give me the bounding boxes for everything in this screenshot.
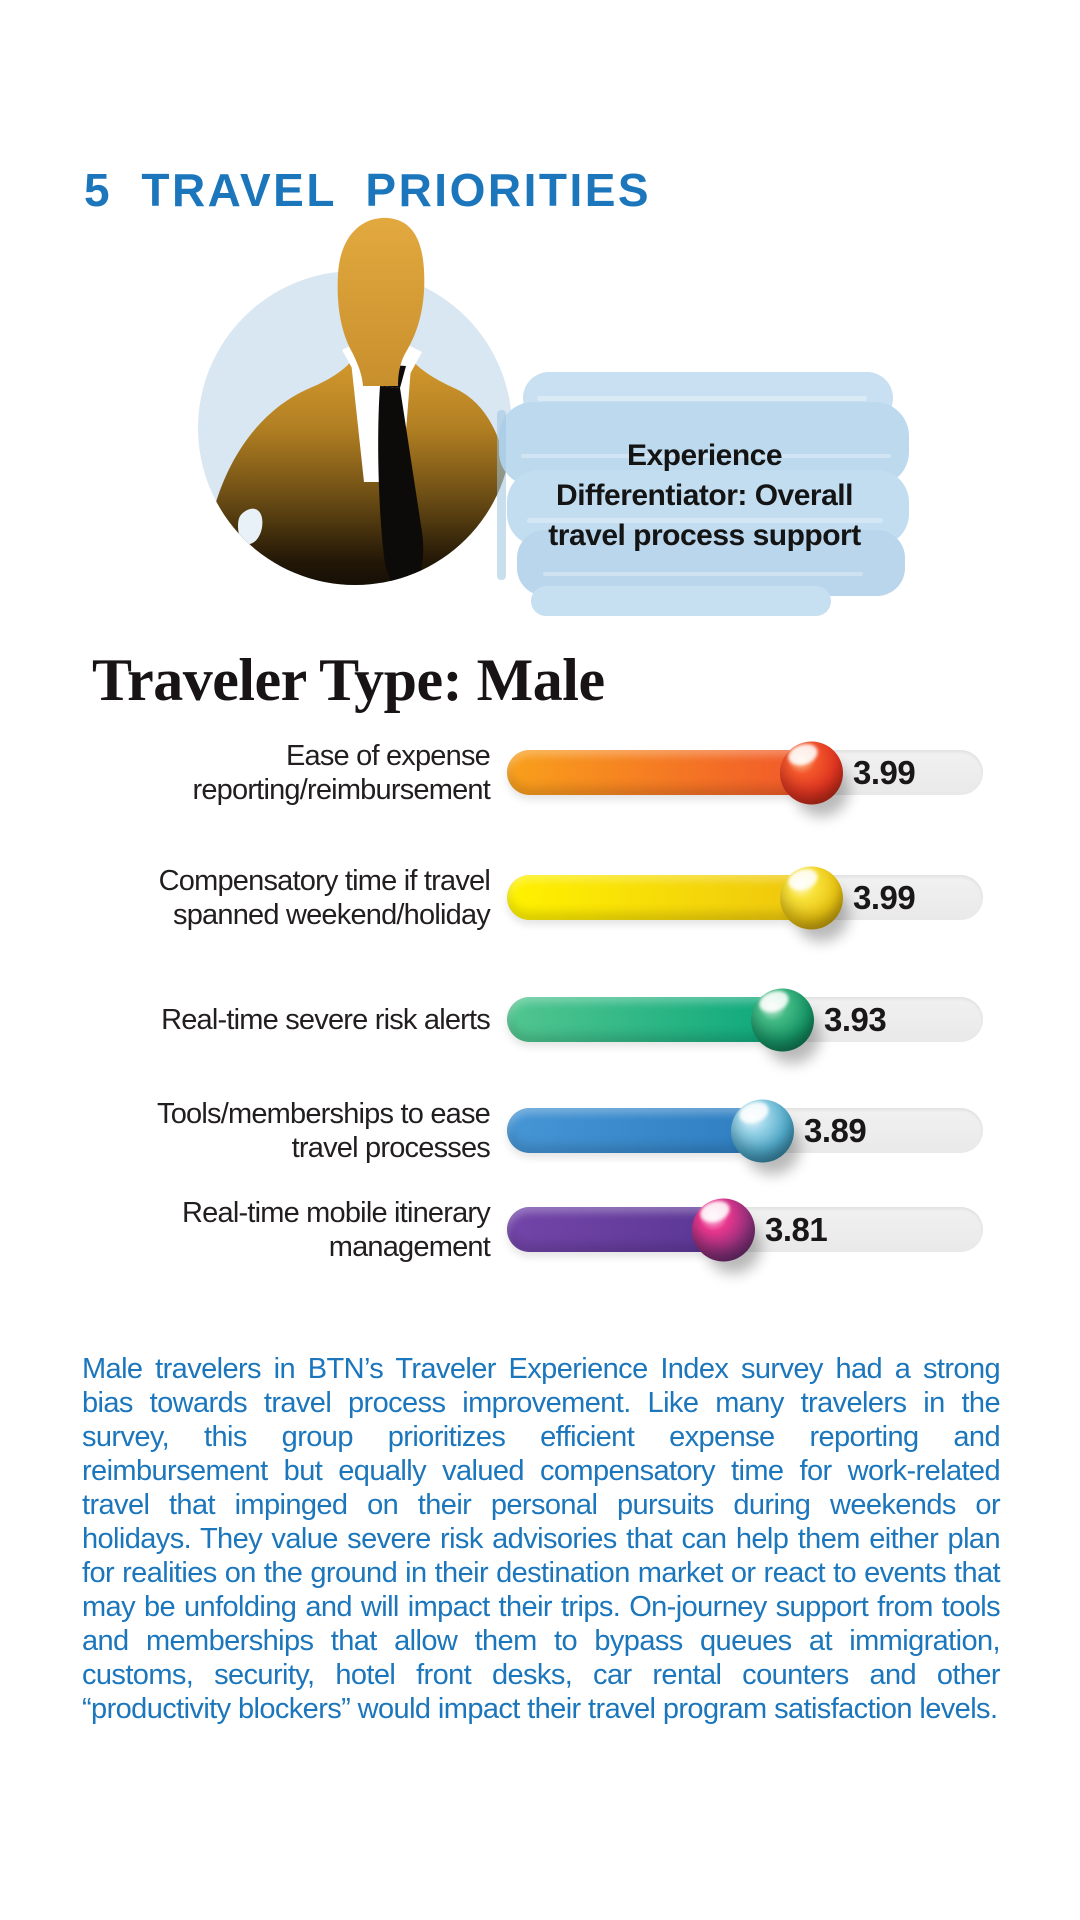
bar-ball <box>780 866 843 929</box>
bar-row <box>192 739 983 806</box>
bar-ball <box>751 988 814 1051</box>
bar-ball <box>692 1198 755 1261</box>
bar-ball <box>780 741 843 804</box>
page-title: 5 TRAVEL PRIORITIES <box>84 164 652 216</box>
callout-text: Experience Differentiator: Overall travel process support <box>548 439 861 552</box>
experience-differentiator-callout <box>497 350 912 642</box>
bar-label: Tools/memberships to ease travel processes <box>157 1097 490 1164</box>
male-traveler-illustration <box>192 212 522 612</box>
bar-fill <box>507 750 811 795</box>
bar-ball <box>731 1099 794 1162</box>
bar-row <box>157 1097 983 1164</box>
bar-fill <box>507 1108 762 1153</box>
bar-label: Ease of expense reporting/reimbursement <box>192 739 490 806</box>
bar-label: Real-time severe risk alerts <box>161 1003 490 1036</box>
body-paragraph: Male travelers in BTN’s Traveler Experience Index survey had a strong bias towards travel process improvement. Like many travelers in the survey, this group prioritizes efficient expense reporting and reimbursement but equally valued compensatory time for work-related travel that impinged on their personal pursuits during weekends or holidays. They value severe risk advisories that can help them either plan for realities on the ground in their destination market or react to events that may be unfolding and will impact their trips. On-journey support from tools and memberships that allow them to bypass queues at immigration, customs, security, hotel front desks, car rental counters and other “productivity blockers” would impact their travel program satisfaction levels. <box>82 1353 1000 1725</box>
bar-label: Real-time mobile itinerary management <box>182 1196 490 1263</box>
bar-fill <box>507 875 811 920</box>
bar-value: 3.81 <box>765 1210 828 1248</box>
bar-value: 3.89 <box>804 1111 867 1149</box>
bar-value: 3.99 <box>853 878 916 916</box>
section-heading: Traveler Type: Male <box>92 647 605 713</box>
bar-row <box>158 864 983 931</box>
bar-row <box>182 1196 983 1263</box>
bar-value: 3.93 <box>824 1000 887 1038</box>
bar-value: 3.99 <box>853 753 916 791</box>
bar-label: Compensatory time if travel spanned weekend/holiday <box>158 864 490 931</box>
bar-row <box>161 997 983 1042</box>
bar-fill <box>507 997 782 1042</box>
